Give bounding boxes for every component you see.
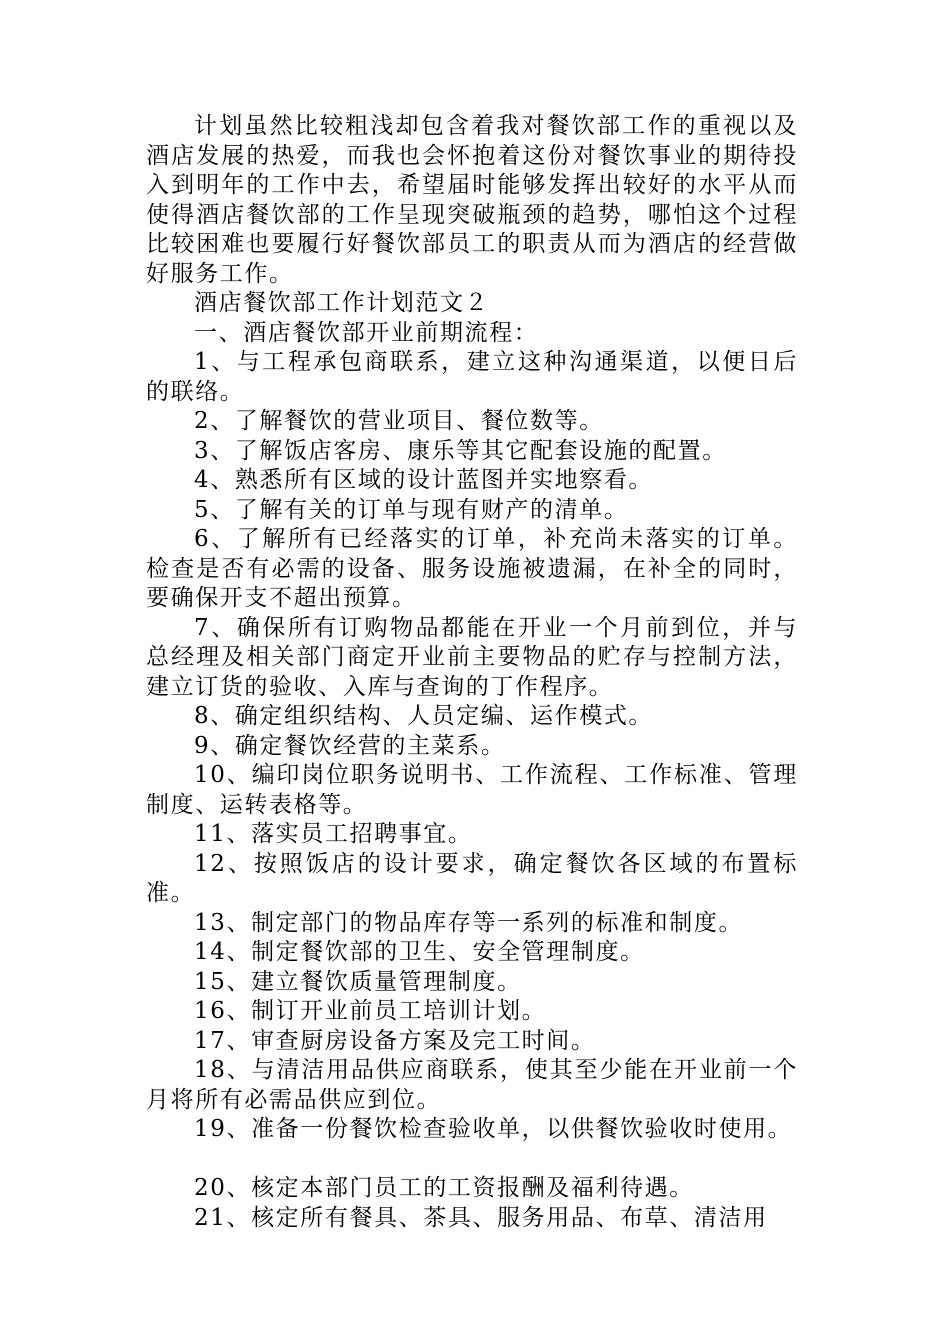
list-item: 20、核定本部门员工的工资报酬及福利待遇。 bbox=[194, 1175, 694, 1201]
list-item: 1、与工程承包商联系，建立这种沟通渠道，以便日后的联络。 bbox=[146, 349, 798, 405]
blank-line bbox=[146, 1145, 798, 1175]
list-item: 6、了解所有已经落实的订单，补充尚未落实的订单。检查是否有必需的设备、服务设施被遗漏，在补全的同时，要确保开支不超出预算。 bbox=[146, 526, 798, 611]
section-heading: 一、酒店餐饮部开业前期流程： bbox=[194, 319, 539, 346]
section-title: 酒店餐饮部工作计划范文２ bbox=[194, 290, 490, 316]
document-body bbox=[146, 112, 798, 1233]
list-item: 11、落实员工招聘事宜。 bbox=[194, 821, 473, 847]
list-item: 3、了解饭店客房、康乐等其它配套设施的配置。 bbox=[194, 437, 727, 464]
list-item: 15、建立餐饮质量管理制度。 bbox=[194, 968, 522, 995]
list-item: 10、编印岗位职务说明书、工作流程、工作标准、管理制度、运转表格等。 bbox=[146, 762, 798, 818]
list-item: 5、了解有关的订单与现有财产的清单。 bbox=[194, 496, 629, 523]
list-item: 13、制定部门的物品库存等一系列的标准和制度。 bbox=[194, 909, 744, 936]
list-item: 16、制订开业前员工培训计划。 bbox=[194, 998, 547, 1024]
list-item: 18、与清洁用品供应商联系，使其至少能在开业前一个月将所有必需品供应到位。 bbox=[146, 1057, 798, 1113]
list-item: 7、确保所有订购物品都能在开业一个月前到位，并与总经理及相关部门商定开业前主要物品的贮存与控制方法，建立订货的验收、入库与查询的丁作程序。 bbox=[146, 614, 798, 700]
list-item: 21、核定所有餐具、茶具、服务用品、布草、清洁用 bbox=[194, 1204, 768, 1231]
list-item: 14、制定餐饮部的卫生、安全管理制度。 bbox=[194, 939, 645, 965]
closing-paragraph: 计划虽然比较粗浅却包含着我对餐饮部工作的重视以及酒店发展的热爱，而我也会怀抱着这份对餐饮事业的期待投入到明年的工作中去，希望届时能够发挥出较好的水平从而使得酒店餐饮部的工作呈现突破瓶颈的趋势，哪怕这个过程比较困难也要履行好餐饮部员工的职责从而为酒店的经营做好服务工作。 bbox=[146, 113, 798, 287]
list-item: 12、按照饭店的设计要求，确定餐饮各区域的布置标准。 bbox=[146, 850, 798, 906]
list-item: 8、确定组织结构、人员定编、运作模式。 bbox=[194, 703, 654, 729]
list-item: 9、确定餐饮经营的主菜系。 bbox=[194, 732, 506, 759]
list-item: 19、准备一份餐饮检查验收单，以供餐饮验收时使用。 bbox=[194, 1116, 793, 1142]
list-item: 2、了解餐饮的营业项目、餐位数等。 bbox=[194, 408, 604, 434]
list-item: 17、审查厨房设备方案及完工时间。 bbox=[194, 1027, 596, 1054]
list-item: 4、熟悉所有区域的设计蓝图并实地察看。 bbox=[194, 467, 654, 493]
